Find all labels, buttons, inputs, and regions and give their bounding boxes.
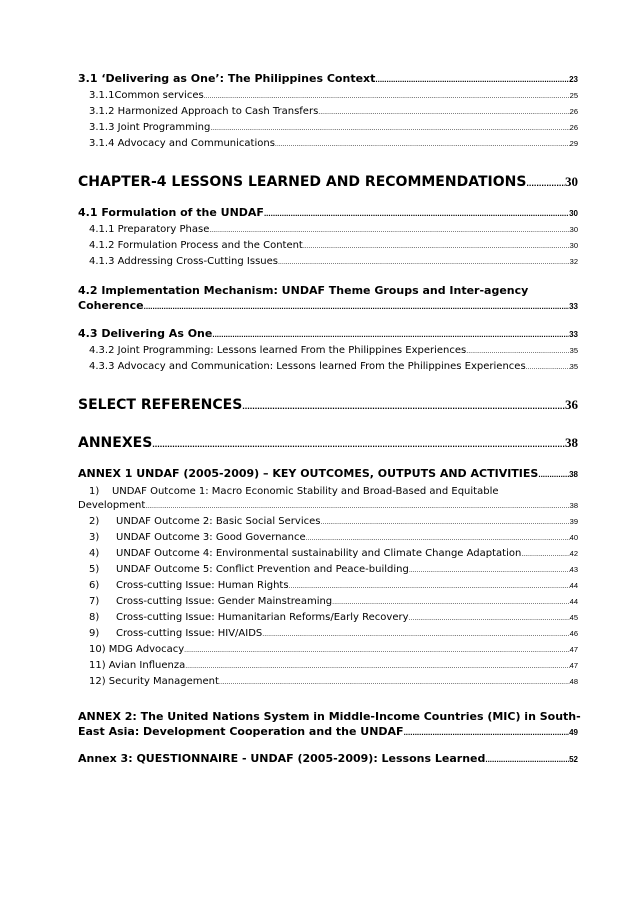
page-number: 48 [569, 677, 578, 686]
toc-annex-3[interactable]: Annex 3: QUESTIONNAIRE - UNDAF (2005-2009): Lessons Learned ..... 52 [78, 752, 578, 769]
page-number: 44 [569, 581, 578, 590]
toc-annex-2[interactable]: East Asia: Development Cooperation and the UNDAF ..... 49 [78, 725, 578, 742]
toc-annex-item-2[interactable]: 2) UNDAF Outcome 2: Basic Social Services ..... 39 [78, 516, 578, 532]
toc-entry-3-1-3[interactable]: 3.1.3 Joint Programming ..... 26 [78, 122, 578, 138]
toc-annex-item-9[interactable]: 9) Cross-cutting Issue: HIV/AIDS ..... 46 [78, 628, 578, 644]
page-number: 32 [569, 257, 578, 266]
page-number: 46 [569, 629, 578, 638]
page-number: 38 [569, 470, 578, 479]
page-number: 40 [569, 533, 578, 542]
page-number: 30 [569, 225, 578, 234]
page-number: 26 [569, 107, 578, 116]
page-number: 43 [569, 565, 578, 574]
page-number: 39 [569, 517, 578, 526]
page-number: 23 [569, 75, 578, 84]
toc-entry-3-1[interactable]: 3.1 ‘Delivering as One’: The Philippines Context ..... 23 [78, 72, 578, 90]
toc-entry-4-1-3[interactable]: 4.1.3 Addressing Cross-Cutting Issues ..... 32 [78, 256, 578, 272]
toc-entry-3-1-2[interactable]: 3.1.2 Harmonized Approach to Cash Transfers ..... 26 [78, 106, 578, 122]
toc-entry-3-1-4[interactable]: 3.1.4 Advocacy and Communications ..... 29 [78, 138, 578, 154]
toc-annex-item-6[interactable]: 6) Cross-cutting Issue: Human Rights ..... 44 [78, 580, 578, 596]
page-number: 25 [569, 91, 578, 100]
table-of-contents [78, 72, 581, 769]
page-number: 33 [569, 302, 578, 311]
page-number: 30 [565, 174, 578, 189]
toc-entry-4-2-line1[interactable]: 4.2 Implementation Mechanism: UNDAF Theme Groups and Inter-agency [78, 284, 529, 297]
page-number: 42 [569, 549, 578, 558]
toc-entry-4-3[interactable]: 4.3 Delivering As One ..... 33 [78, 327, 578, 345]
toc-annex-1[interactable]: ANNEX 1 UNDAF (2005-2009) – KEY OUTCOMES, OUTPUTS AND ACTIVITIES ..... 38 [78, 467, 578, 484]
page-number: 30 [569, 209, 578, 218]
page-number: 29 [569, 139, 578, 148]
toc-entry-4-1-1[interactable]: 4.1.1 Preparatory Phase ..... 30 [78, 224, 578, 240]
toc-chapter-4[interactable]: CHAPTER-4 LESSONS LEARNED AND RECOMMENDATIONS ..... 30 [78, 174, 578, 196]
toc-annex-item-4[interactable]: 4) UNDAF Outcome 4: Environmental sustainability and Climate Change Adaptation ..... 42 [78, 548, 578, 564]
page-number: 38 [569, 501, 578, 510]
toc-entry-3-1-1[interactable]: 3.1.1Common services ..... 25 [78, 90, 578, 106]
toc-select-references[interactable]: SELECT REFERENCES ..... 36 [78, 397, 578, 419]
page-number: 49 [569, 728, 578, 737]
toc-entry-4-2[interactable]: Coherence ..... 33 [78, 299, 578, 317]
page-number: 30 [569, 241, 578, 250]
page-number: 35 [569, 346, 578, 355]
toc-annex-item-3[interactable]: 3) UNDAF Outcome 3: Good Governance ..... 40 [78, 532, 578, 548]
page-number: 44 [569, 597, 578, 606]
page-number: 36 [565, 397, 578, 412]
toc-annex-2-line1[interactable]: ANNEX 2: The United Nations System in Middle-Income Countries (MIC) in South- [78, 710, 581, 723]
toc-annex-item-5[interactable]: 5) UNDAF Outcome 5: Conflict Prevention and Peace-building ..... 43 [78, 564, 578, 580]
toc-entry-4-3-2[interactable]: 4.3.2 Joint Programming: Lessons learned From the Philippines Experiences ..... 35 [78, 345, 578, 361]
toc-annex-item-11[interactable]: 11) Avian Influenza ..... 47 [78, 660, 578, 676]
page-number: 47 [569, 661, 578, 670]
toc-annex-item-1[interactable]: Development ..... 38 [78, 500, 578, 516]
page-number: 33 [569, 330, 578, 339]
page-number: 26 [569, 123, 578, 132]
page-number: 35 [569, 362, 578, 371]
toc-annex-item-10[interactable]: 10) MDG Advocacy ..... 47 [78, 644, 578, 660]
page-number: 47 [569, 645, 578, 654]
toc-entry-4-1[interactable]: 4.1 Formulation of the UNDAF ..... 30 [78, 206, 578, 224]
toc-annexes[interactable]: ANNEXES ..... 38 [78, 435, 578, 457]
page-number: 45 [569, 613, 578, 622]
toc-annex-item-8[interactable]: 8) Cross-cutting Issue: Humanitarian Reforms/Early Recovery ..... 45 [78, 612, 578, 628]
toc-entry-4-1-2[interactable]: 4.1.2 Formulation Process and the Content ..... 30 [78, 240, 578, 256]
toc-annex-item-1-line1[interactable]: 1) UNDAF Outcome 1: Macro Economic Stability and Broad-Based and Equitable [89, 486, 499, 497]
page-number: 38 [565, 435, 578, 450]
toc-annex-item-7[interactable]: 7) Cross-cutting Issue: Gender Mainstreaming ..... 44 [78, 596, 578, 612]
toc-entry-4-3-3[interactable]: 4.3.3 Advocacy and Communication: Lessons learned From the Philippines Experiences ..... 35 [78, 361, 578, 377]
toc-annex-item-12[interactable]: 12) Security Management ..... 48 [78, 676, 578, 692]
page-number: 52 [569, 755, 578, 764]
